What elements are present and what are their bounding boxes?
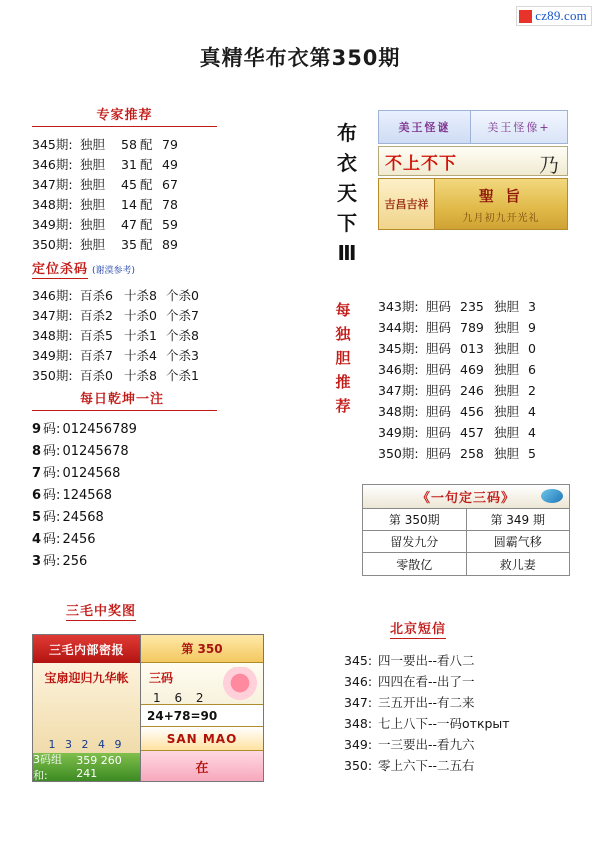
buyi-vertical-title: 布衣天下Ⅲ [337,121,357,265]
row-period: 348期: [32,197,73,212]
table-row [378,401,544,422]
sanmao-three-code-title: 三码 [149,671,174,685]
row-period: 346期: [378,362,419,377]
list-item [32,529,262,551]
daily-value: 124568 [62,488,113,503]
beijing-heading: 北京短信 [390,618,446,639]
row-period: 346期: [32,157,73,172]
table-row [378,422,544,443]
row-bai: 百杀2 [80,308,113,323]
sanmao-illustration [33,663,140,781]
table-row [378,359,544,380]
buyi-glyph: 乃 [539,155,559,177]
row-shi: 十杀8 [124,288,157,303]
kill-heading: 定位杀码 [32,258,88,279]
row-du-value: 9 [528,320,536,335]
yiju-cell: 第 349 期 [467,509,570,531]
sanmao-bottom-char: 在 [141,751,263,781]
table-row [363,553,569,575]
kill-code-block [32,258,272,386]
row-text: 四一要出--看八二 [378,653,475,668]
row-ge: 个杀0 [166,288,199,303]
row-du-value: 2 [528,383,536,398]
daily-value: 012456789 [62,422,137,437]
daily-block [32,388,262,573]
row-shi: 十杀8 [124,368,157,383]
daily-label: 码: [43,488,61,503]
row-label-dan: 胆码 [426,362,452,377]
site-logo-badge [516,6,592,26]
orb-icon [541,489,563,503]
table-row [378,380,544,401]
row-pei: 配 [140,237,153,252]
row-label-du: 独胆 [494,299,520,314]
buyi-seal: 吉昌吉祥 [379,179,435,229]
row-ge: 个杀8 [166,328,199,343]
row-du-value: 5 [528,446,536,461]
daily-count: 9 [32,422,42,437]
buyi-cal-left: 美王怪谜 [379,111,471,143]
row-label-du: 独胆 [494,404,520,419]
row-period: 343期: [378,299,419,314]
expert-heading: 专家推荐 [96,108,153,123]
daily-count: 3 [32,554,42,569]
row-tag: 独胆 [80,197,106,212]
daily-divider [32,410,217,411]
daily-count: 8 [32,444,42,459]
sanmao-artwork [32,634,264,782]
row-bai: 百杀7 [80,348,113,363]
sanmao-logo-text: SAN MAO [141,727,263,751]
row-tail: 78 [162,197,178,212]
sanmao-three-code-panel [141,663,263,705]
buyi-scroll-big: 聖 旨 [478,186,524,205]
table-row [378,443,544,464]
row-tag: 独胆 [80,217,106,232]
row-period: 349期: [378,425,419,440]
buyi-top-banner [378,110,568,144]
row-dan-value: 013 [460,341,484,356]
expert-recommendation-block [32,104,252,255]
row-mid: 31 [121,157,137,172]
table-row [32,235,252,255]
table-row [363,509,569,531]
daily-label: 码: [43,422,61,437]
row-tail: 67 [162,177,178,192]
daily-value: 256 [62,554,88,569]
list-item [32,463,262,485]
row-text: 三五开出--有二来 [378,695,475,710]
row-tag: 独胆 [80,237,106,252]
row-label-dan: 胆码 [426,425,452,440]
row-period: 349期: [32,348,73,363]
daily-label: 码: [43,466,61,481]
row-du-value: 6 [528,362,536,377]
buyi-scroll-small: 九月初九开光礼 [462,212,540,224]
buyi-scroll [435,179,567,229]
list-item [32,507,262,529]
sanmao-group-nums: 359 260 241 [76,754,122,780]
row-du-value: 4 [528,404,536,419]
row-period: 350期: [378,446,419,461]
table-row [378,317,544,338]
yiju-cell: 救儿妻 [499,557,536,572]
daily-count: 6 [32,488,42,503]
row-period: 344期: [378,320,419,335]
row-bai: 百杀0 [80,368,113,383]
list-item [344,692,510,713]
table-row [32,135,252,155]
row-label-du: 独胆 [494,446,520,461]
kill-note: (谢漠参考) [92,266,136,276]
table-row [32,346,272,366]
row-label-dan: 胆码 [426,404,452,419]
sanmao-left-panel [33,635,141,781]
daily-value: 01245678 [62,444,129,459]
daily-label: 码: [43,532,61,547]
yiju-title [363,485,569,509]
daily-label: 码: [43,554,61,569]
row-ge: 个杀1 [166,368,199,383]
table-row [363,531,569,553]
logo-text: cz89.com [535,8,587,23]
row-label-du: 独胆 [494,383,520,398]
list-item [32,419,262,441]
row-pei: 配 [140,137,153,152]
daily-label: 码: [43,444,61,459]
row-dan-value: 457 [460,425,484,440]
daily-rows [32,419,262,573]
table-row [32,175,252,195]
row-period: 348期: [378,404,419,419]
meidu-rows [378,296,544,464]
daily-value: 2456 [62,532,96,547]
row-tail: 89 [162,237,178,252]
row-label-du: 独胆 [494,341,520,356]
daily-value: 24568 [62,510,104,525]
sanmao-heading: 三毛中奖图 [66,600,136,621]
page-title: 真精华布衣第350期 [199,46,401,70]
table-row [32,215,252,235]
row-text: 零上六下--二五右 [378,758,475,773]
daily-label: 码: [43,510,61,525]
row-text: 四四在看--出了一 [378,674,475,689]
row-period: 350期: [32,237,73,252]
row-tail: 79 [162,137,178,152]
row-shi: 十杀0 [124,308,157,323]
yiju-cell: 圆霸气移 [467,531,570,553]
sanmao-green-strip [33,753,140,781]
sanmao-group-label: 3码组和: [33,753,62,782]
row-label-du: 独胆 [494,362,520,377]
list-item [344,671,510,692]
expert-rows [32,135,252,255]
beijing-rows [344,650,510,776]
row-pei: 配 [140,157,153,172]
sanmao-subtitle: 宝扇迎归九华帐 [44,671,129,685]
row-label-dan: 胆码 [426,383,452,398]
buyi-phrase: 不上不下 [385,153,457,174]
flower-icon [221,667,259,707]
row-period: 349: [344,737,373,752]
row-pei: 配 [140,177,153,192]
yiju-three-code-box [362,484,570,576]
yiju-cell: 零散亿 [363,553,467,575]
table-row [32,326,272,346]
row-label-dan: 胆码 [426,299,452,314]
table-row [32,366,272,386]
row-text: 一三要出--看九六 [378,737,475,752]
kill-rows [32,286,272,386]
list-item [32,441,262,463]
row-ge: 个杀3 [166,348,199,363]
daily-heading: 每日乾坤一注 [79,392,164,407]
row-period: 345期: [378,341,419,356]
daily-count: 7 [32,466,42,481]
row-tag: 独胆 [80,137,106,152]
row-tag: 独胆 [80,157,106,172]
sanmao-equation: 24+78=90 [141,705,263,727]
buyi-phrase-banner [378,146,568,176]
daily-value: 0124568 [62,466,121,481]
sanmao-period-label: 第 350 [141,635,263,663]
table-row [32,286,272,306]
row-label-dan: 胆码 [426,446,452,461]
row-label-du: 独胆 [494,425,520,440]
row-period: 346期: [32,288,73,303]
row-period: 345期: [32,137,73,152]
row-du-value: 3 [528,299,536,314]
row-period: 347期: [32,308,73,323]
row-du-value: 0 [528,341,536,356]
sanmao-band-label: 三毛内部密报 [33,635,140,663]
buyi-artwork [378,110,568,232]
sanmao-numbers: 1 3 2 4 9 [48,738,125,751]
row-dan-value: 246 [460,383,484,398]
row-label-dan: 胆码 [426,341,452,356]
kill-heading-wrap [32,258,272,279]
row-dan-value: 469 [460,362,484,377]
table-row [378,296,544,317]
row-period: 346: [344,674,373,689]
row-mid: 47 [121,217,137,232]
row-label-dan: 胆码 [426,320,452,335]
row-label-du: 独胆 [494,320,520,335]
list-item [32,551,262,573]
row-dan-value: 789 [460,320,484,335]
list-item [344,713,510,734]
row-mid: 14 [121,197,137,212]
row-pei: 配 [140,217,153,232]
row-pei: 配 [140,197,153,212]
row-dan-value: 235 [460,299,484,314]
row-period: 350: [344,758,373,773]
yiju-cell: 留发九分 [363,531,467,553]
buyi-cal-right: 美王怪像+ [487,121,551,134]
table-row [378,338,544,359]
list-item [344,734,510,755]
list-item [32,485,262,507]
row-mid: 45 [121,177,137,192]
daily-count: 4 [32,532,42,547]
row-mid: 35 [121,237,137,252]
row-period: 347期: [32,177,73,192]
row-bai: 百杀5 [80,328,113,343]
row-period: 350期: [32,368,73,383]
row-ge: 个杀7 [166,308,199,323]
row-tail: 59 [162,217,178,232]
table-row [32,195,252,215]
row-period: 349期: [32,217,73,232]
row-period: 347期: [378,383,419,398]
buyi-scroll-banner [378,178,568,230]
row-period: 348: [344,716,373,731]
daily-count: 5 [32,510,42,525]
row-period: 348期: [32,328,73,343]
row-dan-value: 456 [460,404,484,419]
expert-divider [32,126,217,127]
list-item [344,650,510,671]
row-shi: 十杀1 [124,328,157,343]
yiju-title-text: 《一句定三码》 [416,491,515,506]
row-shi: 十杀4 [124,348,157,363]
row-period: 347: [344,695,373,710]
row-period: 345: [344,653,373,668]
row-mid: 58 [121,137,137,152]
sanmao-right-panel [141,635,263,781]
row-tag: 独胆 [80,177,106,192]
sanmao-three-code-nums: 1 6 2 [153,691,209,705]
row-dan-value: 258 [460,446,484,461]
yiju-cell: 第 350期 [363,509,467,531]
row-du-value: 4 [528,425,536,440]
row-tail: 49 [162,157,178,172]
row-text: 七上八下--一码открыт [378,716,510,731]
meidu-vertical-title: 每独胆推荐 [335,301,351,415]
table-row [32,306,272,326]
table-row [32,155,252,175]
logo-square-icon [519,10,532,23]
row-bai: 百杀6 [80,288,113,303]
list-item [344,755,510,776]
